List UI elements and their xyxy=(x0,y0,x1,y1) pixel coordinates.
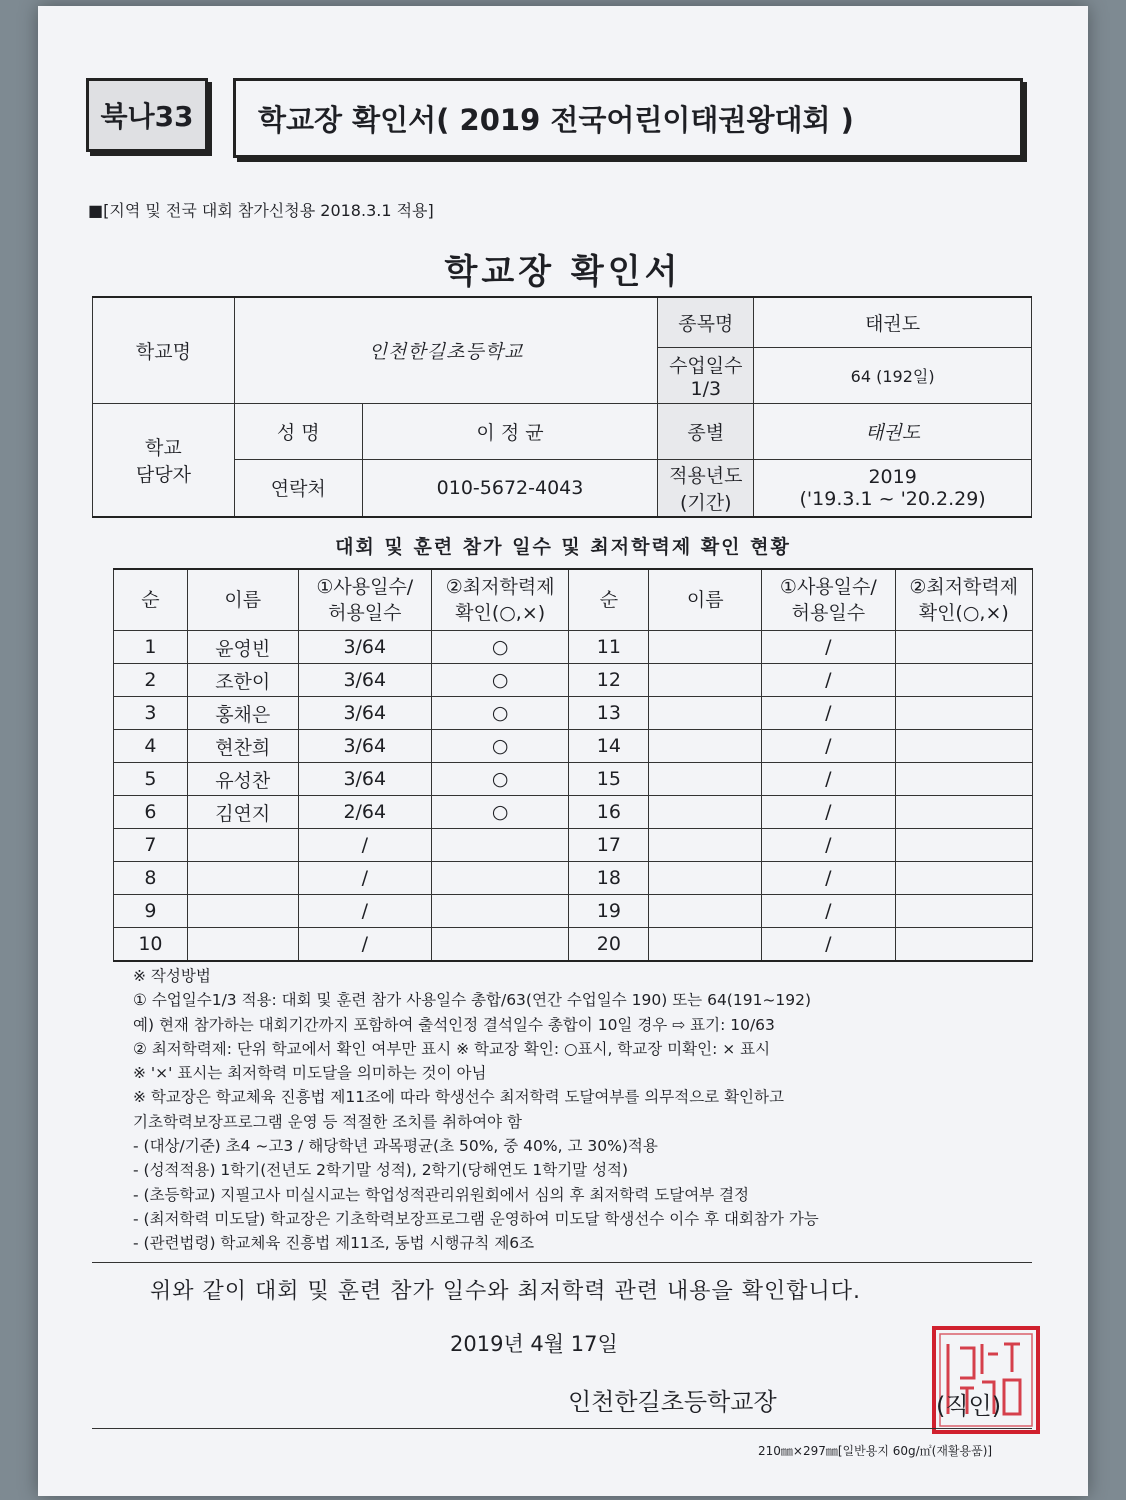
row-no: 12 xyxy=(569,664,649,697)
applicable-year-value: 2019 ('19.3.1 ~ '20.2.29) xyxy=(754,459,1032,517)
note-line: - (성적적용) 1학기(전년도 2학기말 성적), 2학기(당해연도 1학기말 성적) xyxy=(133,1161,629,1180)
row-days: 3/64 xyxy=(298,763,431,796)
row-name: 김연지 xyxy=(187,796,298,829)
row-check xyxy=(895,895,1032,928)
col-header-check: ②최저학력제 확인(○,×) xyxy=(895,569,1032,631)
note-line: ① 수업일수1/3 적용: 대회 및 훈련 참가 사용일수 총합/63(연간 수업일수 190) 또는 64(191~192) xyxy=(133,991,812,1010)
event-value: 태권도 xyxy=(754,297,1032,347)
table-row xyxy=(114,631,1033,664)
row-days: 2/64 xyxy=(298,796,431,829)
row-days: / xyxy=(298,862,431,895)
row-check: ○ xyxy=(431,631,568,664)
row-name xyxy=(187,829,298,862)
row-check xyxy=(431,862,568,895)
row-check xyxy=(431,829,568,862)
row-days: / xyxy=(762,862,895,895)
row-name xyxy=(649,763,762,796)
row-no: 4 xyxy=(114,730,188,763)
table-row xyxy=(114,763,1033,796)
col-header-no: 순 xyxy=(114,569,188,631)
roster-heading: 대회 및 훈련 참가 일수 및 최저학력제 확인 현황 xyxy=(335,536,791,558)
row-no: 9 xyxy=(114,895,188,928)
row-name: 현찬희 xyxy=(187,730,298,763)
row-days: 3/64 xyxy=(298,730,431,763)
document-page xyxy=(38,6,1088,1496)
row-check xyxy=(895,928,1032,962)
principal-name: 인천한길초등학교장 xyxy=(568,1388,777,1416)
school-days-value: 64 (192일) xyxy=(754,347,1032,403)
row-name: 조한이 xyxy=(187,664,298,697)
note-line: ※ 작성방법 xyxy=(133,967,211,985)
row-name xyxy=(649,862,762,895)
row-no: 18 xyxy=(569,862,649,895)
row-days: / xyxy=(762,895,895,928)
row-check xyxy=(895,829,1032,862)
row-check xyxy=(431,928,568,962)
row-check xyxy=(895,862,1032,895)
row-no: 2 xyxy=(114,664,188,697)
row-check xyxy=(895,631,1032,664)
col-header-check: ②최저학력제 확인(○,×) xyxy=(431,569,568,631)
table-row xyxy=(114,829,1033,862)
table-row xyxy=(114,895,1033,928)
instructions-notes xyxy=(133,964,1053,1256)
row-days: 3/64 xyxy=(298,631,431,664)
applicable-year-label: 적용년도 (기간) xyxy=(658,459,754,517)
row-name: 유성찬 xyxy=(187,763,298,796)
row-no: 13 xyxy=(569,697,649,730)
row-check: ○ xyxy=(431,763,568,796)
row-no: 7 xyxy=(114,829,188,862)
note-line: 기초학력보장프로그램 운영 등 적절한 조치를 취하여야 함 xyxy=(133,1112,522,1131)
table-row xyxy=(114,697,1033,730)
divider xyxy=(92,1428,1032,1429)
row-no: 11 xyxy=(569,631,649,664)
row-check xyxy=(895,664,1032,697)
row-name xyxy=(649,829,762,862)
row-no: 20 xyxy=(569,928,649,962)
row-days: / xyxy=(762,697,895,730)
row-name xyxy=(649,895,762,928)
row-no: 19 xyxy=(569,895,649,928)
row-no: 6 xyxy=(114,796,188,829)
confirmation-statement: 위와 같이 대회 및 훈련 참가 일수와 최저학력 관련 내용을 확인합니다. xyxy=(150,1279,861,1304)
row-no: 1 xyxy=(114,631,188,664)
row-name xyxy=(187,928,298,962)
issue-date: 2019년 4월 17일 xyxy=(450,1332,618,1356)
contact-phone-label: 연락처 xyxy=(234,459,362,517)
note-line: - (관련법령) 학교체육 진흥법 제11조, 동법 시행규칙 제6조 xyxy=(133,1234,535,1253)
row-days: / xyxy=(762,796,895,829)
note-line: ※ '×' 표시는 최저학력 미도달을 의미하는 것이 아님 xyxy=(133,1064,487,1083)
form-code-box: 북나33 xyxy=(86,78,208,152)
seal-label: (직인) xyxy=(936,1392,1002,1420)
row-name xyxy=(649,664,762,697)
contact-phone-value: 010-5672-4043 xyxy=(362,459,658,517)
table-row xyxy=(114,796,1033,829)
table-row xyxy=(114,664,1033,697)
row-check xyxy=(895,796,1032,829)
row-days: 3/64 xyxy=(298,697,431,730)
note-line: - (초등학교) 지필고사 미실시교는 학업성적관리위원회에서 심의 후 최저학력 도달여부 결정 xyxy=(133,1185,750,1204)
row-name xyxy=(187,895,298,928)
note-line: ※ 학교장은 학교체육 진흥법 제11조에 따라 학생선수 최저학력 도달여부를 의무적으로 확인하고 xyxy=(133,1088,784,1107)
row-days: 3/64 xyxy=(298,664,431,697)
row-check xyxy=(895,763,1032,796)
row-name xyxy=(649,730,762,763)
note-line: 예) 현재 참가하는 대회기간까지 포함하여 출석인정 결석일수 총합이 10일 경우 ⇨ 표기: 10/63 xyxy=(133,1015,775,1034)
category-label: 종별 xyxy=(658,403,754,459)
row-check: ○ xyxy=(431,697,568,730)
category-value: 태권도 xyxy=(754,403,1032,459)
col-header-days: ①사용일수/ 허용일수 xyxy=(298,569,431,631)
contact-name-value: 이 정 균 xyxy=(362,403,658,459)
row-check: ○ xyxy=(431,664,568,697)
event-label: 종목명 xyxy=(658,297,754,347)
row-name xyxy=(649,928,762,962)
table-row xyxy=(114,928,1033,962)
row-name xyxy=(649,631,762,664)
row-no: 10 xyxy=(114,928,188,962)
row-name: 윤영빈 xyxy=(187,631,298,664)
table-row xyxy=(114,730,1033,763)
row-check: ○ xyxy=(431,796,568,829)
school-info-table xyxy=(92,296,1032,518)
row-days: / xyxy=(762,763,895,796)
col-header-name: 이름 xyxy=(187,569,298,631)
col-header-days: ①사용일수/ 허용일수 xyxy=(762,569,895,631)
school-days-label: 수업일수 1/3 xyxy=(658,347,754,403)
row-days: / xyxy=(762,631,895,664)
row-no: 14 xyxy=(569,730,649,763)
row-days: / xyxy=(298,928,431,962)
form-header-title: 학교장 확인서( 2019 전국어린이태권왕대회 ) xyxy=(233,78,1023,158)
row-no: 8 xyxy=(114,862,188,895)
row-days: / xyxy=(762,928,895,962)
contact-person-label: 학교 담당자 xyxy=(93,403,235,517)
row-no: 16 xyxy=(569,796,649,829)
row-check xyxy=(431,895,568,928)
row-days: / xyxy=(298,829,431,862)
row-days: / xyxy=(762,664,895,697)
row-days: / xyxy=(762,829,895,862)
school-name-value: 인천한길초등학교 xyxy=(234,297,658,403)
row-days: / xyxy=(298,895,431,928)
application-notice: ■[지역 및 전국 대회 참가신청용 2018.3.1 적용] xyxy=(88,201,434,220)
row-name: 홍채은 xyxy=(187,697,298,730)
note-line: ② 최저학력제: 단위 학교에서 확인 여부만 표시 ※ 학교장 확인: ○표시, 학교장 미확인: × 표시 xyxy=(133,1039,771,1058)
note-line: - (최저학력 미도달) 학교장은 기초학력보장프로그램 운영하여 미도달 학생선수 이수 후 대회참가 가능 xyxy=(133,1209,819,1228)
note-line: - (대상/기준) 초4 ~고3 / 해당학년 과목평균(초 50%, 중 40%, 고 30%)적용 xyxy=(133,1137,658,1156)
paper-spec-footer: 210㎜×297㎜[일반용지 60g/㎡(재활용품)] xyxy=(758,1444,993,1458)
row-check: ○ xyxy=(431,730,568,763)
col-header-no: 순 xyxy=(569,569,649,631)
table-row xyxy=(114,862,1033,895)
divider xyxy=(92,1262,1032,1263)
contact-name-label: 성 명 xyxy=(234,403,362,459)
row-no: 17 xyxy=(569,829,649,862)
row-no: 3 xyxy=(114,697,188,730)
row-name xyxy=(649,796,762,829)
col-header-name: 이름 xyxy=(649,569,762,631)
row-days: / xyxy=(762,730,895,763)
row-name xyxy=(649,697,762,730)
row-no: 15 xyxy=(569,763,649,796)
row-check xyxy=(895,697,1032,730)
row-check xyxy=(895,730,1032,763)
page-title: 학교장 확인서 xyxy=(444,252,682,292)
row-no: 5 xyxy=(114,763,188,796)
row-name xyxy=(187,862,298,895)
participant-roster-table xyxy=(113,568,1033,962)
school-name-label: 학교명 xyxy=(93,297,235,403)
